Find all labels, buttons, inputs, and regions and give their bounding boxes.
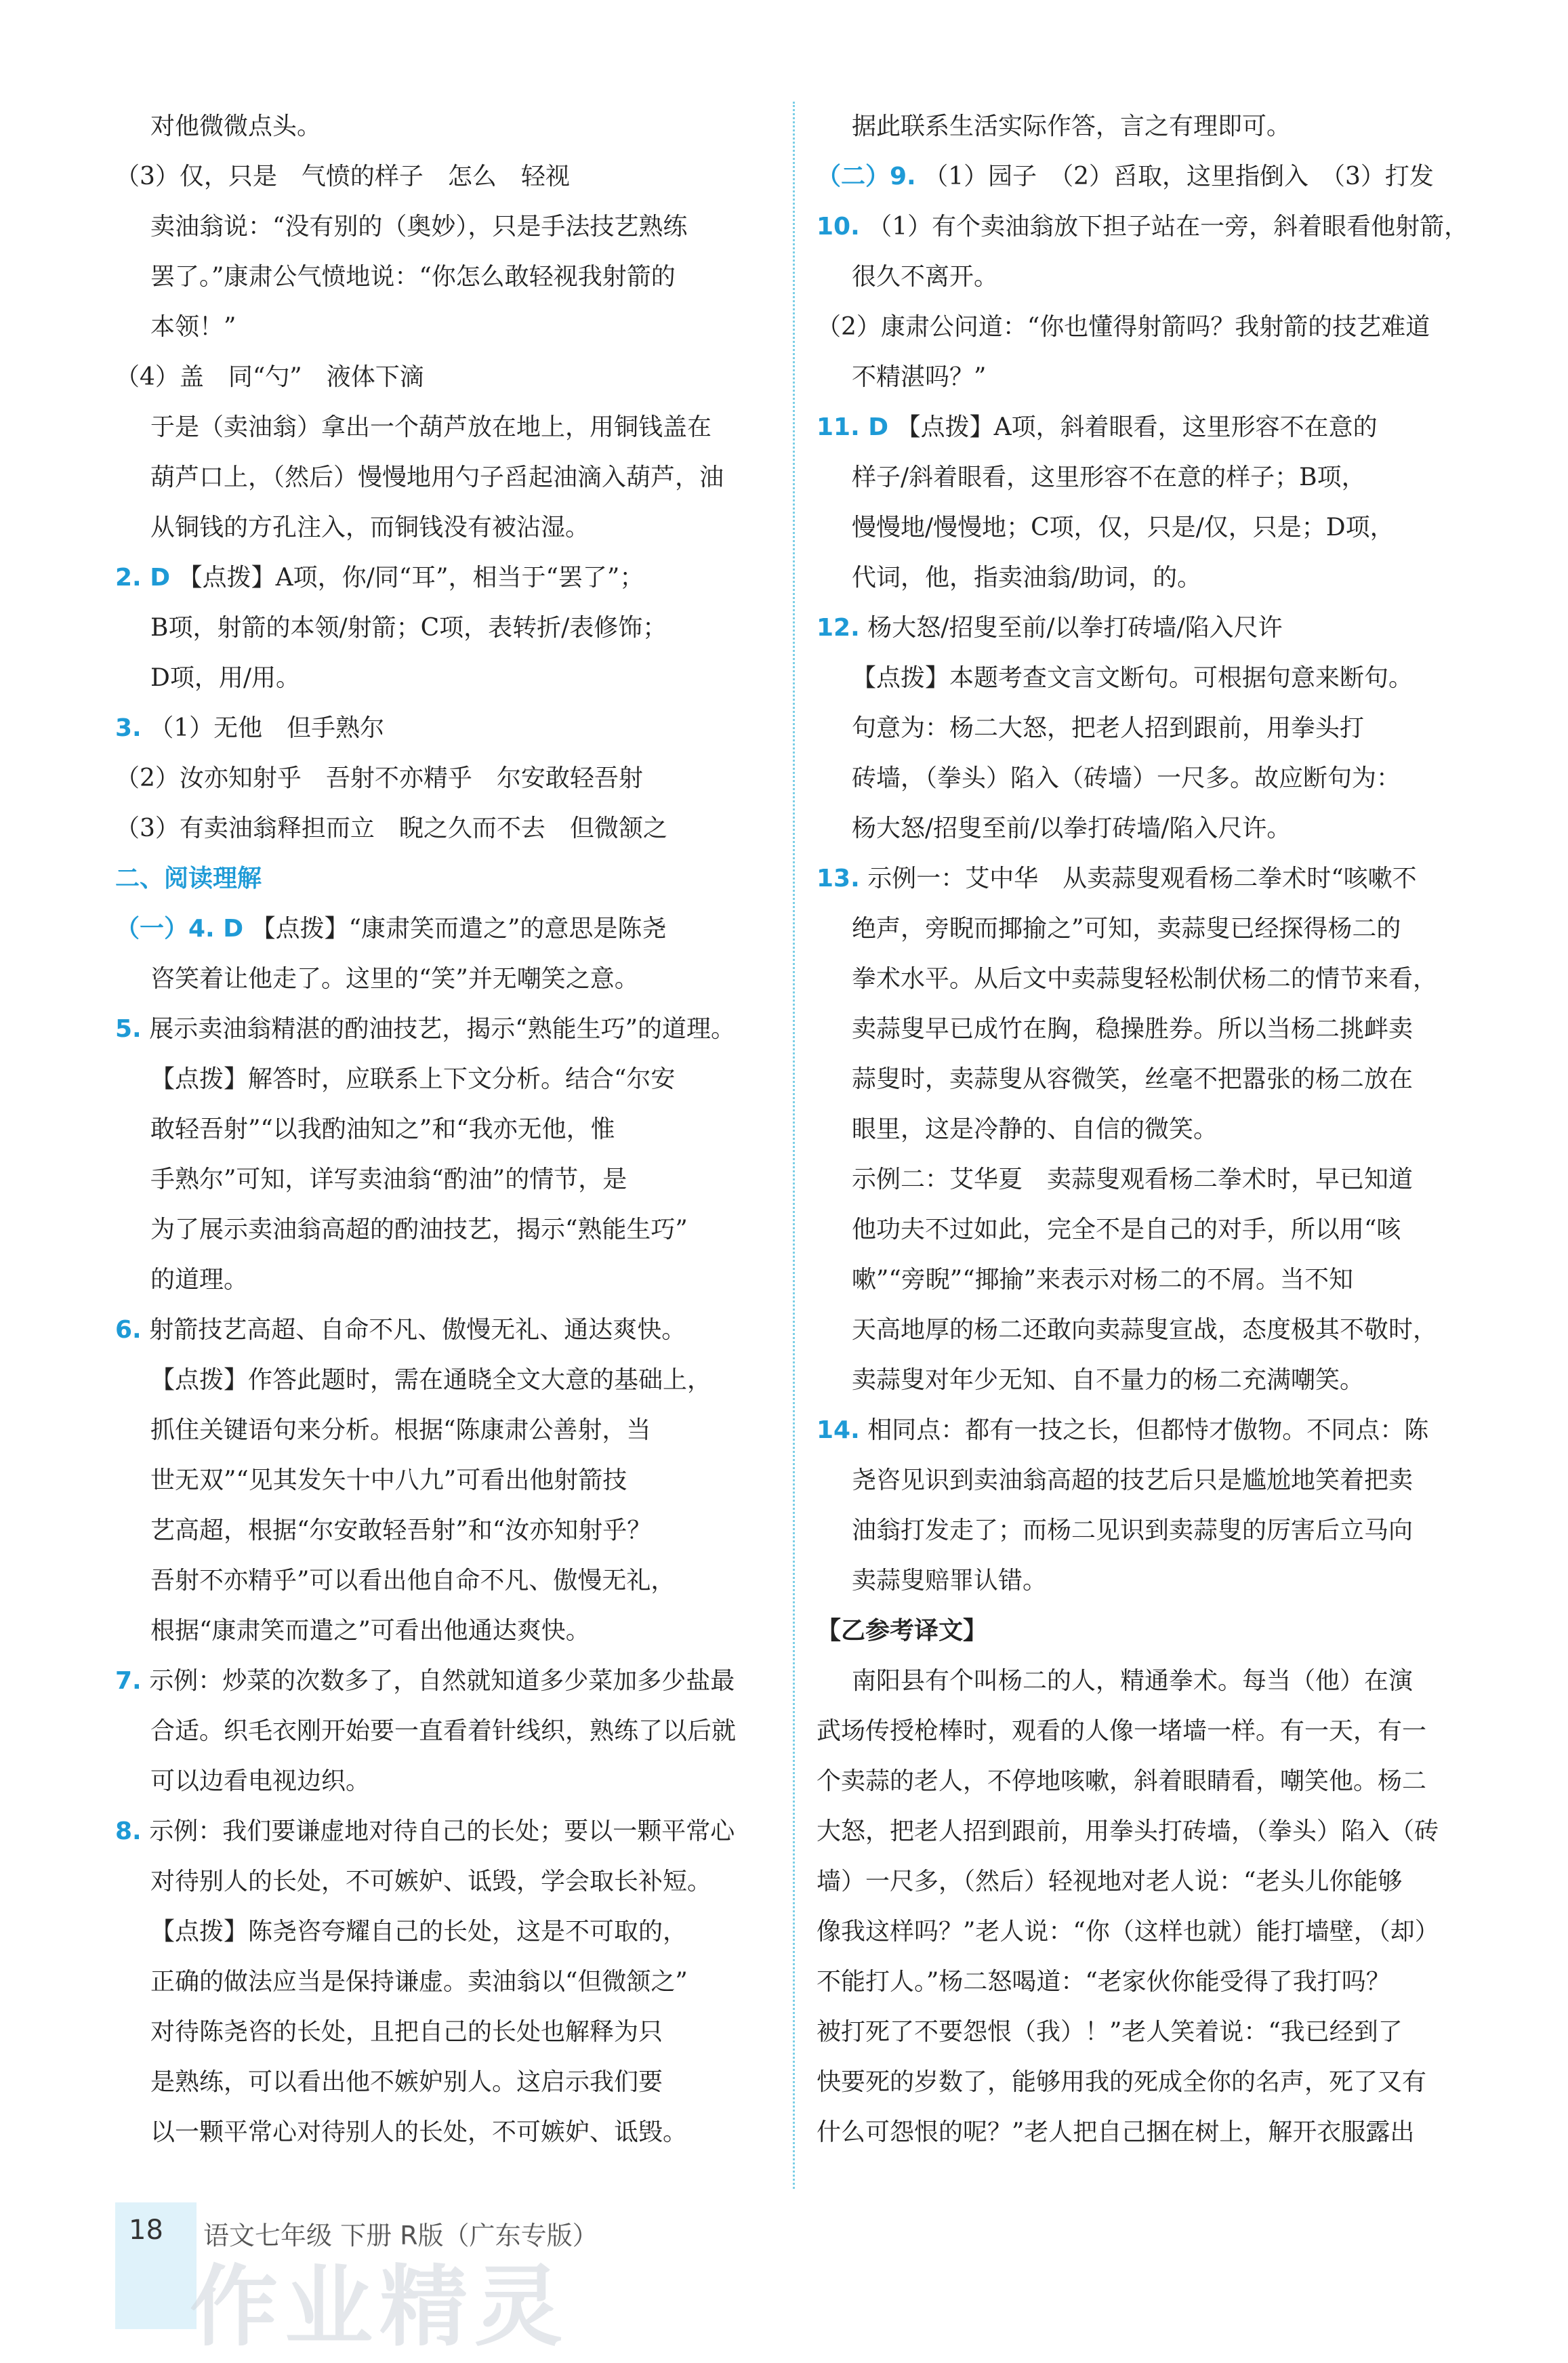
- right-column: [817, 102, 1481, 2158]
- text-line: [817, 102, 1481, 152]
- text-line: [817, 653, 1481, 703]
- text-line: [115, 1656, 779, 1706]
- column-divider: [793, 102, 795, 2189]
- text-line: [115, 1255, 779, 1305]
- line-text: 罢了。”康肃公气愤地说：“你怎么敢轻视我射箭的: [150, 263, 676, 291]
- text-line: [115, 453, 779, 503]
- text-line: [817, 754, 1481, 804]
- text-line: [817, 1405, 1481, 1456]
- text-line: [817, 1255, 1481, 1305]
- line-text: 快要死的岁数了，能够用我的死成全你的名声，死了又有: [817, 2068, 1427, 2096]
- line-text: 敢轻吾射”“以我酌油知之”和“我亦无他，惟: [150, 1115, 615, 1143]
- text-line: [817, 1054, 1481, 1105]
- text-line: [115, 954, 779, 1004]
- text-line: [817, 1706, 1481, 1756]
- watermark-logo: 作业精灵: [190, 2255, 570, 2358]
- text-line: [115, 503, 779, 553]
- line-text: 【点拨】作答此题时，需在通晓全文大意的基础上，: [150, 1366, 712, 1394]
- line-text: 什么可怨恨的呢？”老人把自己捆在树上，解开衣服露出: [817, 2118, 1415, 2146]
- line-text: 他功夫不过如此，完全不是自己的对手，所以用“咳: [852, 1216, 1401, 1244]
- text-line: [115, 1857, 779, 1907]
- text-line: [817, 1355, 1481, 1405]
- text-line: [115, 754, 779, 804]
- question-number: 10.: [817, 213, 860, 241]
- text-line: [115, 603, 779, 653]
- question-number: （一）4. D: [115, 915, 244, 943]
- line-text: 从铜钱的方孔注入，而铜钱没有被沾湿。: [150, 514, 590, 541]
- text-line: [817, 1556, 1481, 1606]
- text-line: [115, 1807, 779, 1857]
- text-line: [817, 152, 1481, 202]
- text-line: [115, 1907, 779, 1957]
- text-line: [817, 553, 1481, 603]
- line-text: 对待陈尧咨的长处，且把自己的长处也解释为只: [150, 2018, 663, 2046]
- text-line: [817, 1456, 1481, 1506]
- text-line: [115, 1155, 779, 1205]
- line-text: 正确的做法应当是保持谦虚。卖油翁以“但微颔之”: [150, 1968, 688, 1996]
- text-line: [817, 453, 1481, 503]
- text-line: [115, 1606, 779, 1656]
- line-text: 墙）一尺多，（然后）轻视地对老人说：“老头儿你能够: [817, 1868, 1403, 1895]
- text-line: [817, 1606, 1481, 1656]
- text-line: [115, 1957, 779, 2007]
- text-line: [115, 1105, 779, 1155]
- question-number: 14.: [817, 1416, 860, 1444]
- line-text: 卖蒜叟赔罪认错。: [852, 1567, 1048, 1595]
- text-line: [115, 2057, 779, 2108]
- line-text: 不精湛吗？”: [852, 363, 987, 391]
- text-line: [115, 804, 779, 854]
- book-info: 语文七年级 下册 R版（广东专版）: [203, 2221, 598, 2251]
- line-text: 世无双”“见其发矢十中八九”可看出他射箭技: [150, 1466, 627, 1494]
- text-line: [115, 1305, 779, 1355]
- text-line: [817, 1807, 1481, 1857]
- text-line: [115, 1506, 779, 1556]
- line-text: 示例：炒菜的次数多了，自然就知道多少菜加多少盐最: [149, 1667, 735, 1695]
- text-line: [115, 1405, 779, 1456]
- line-text: 示例二：艾华夏 卖蒜叟观看杨二拳术时，早已知道: [852, 1166, 1414, 1193]
- line-text: 于是（卖油翁）拿出一个葫芦放在地上，用铜钱盖在: [150, 413, 712, 441]
- page-number: 18: [129, 2215, 163, 2246]
- question-number: 7.: [115, 1667, 142, 1695]
- text-line: [817, 603, 1481, 653]
- line-text: 样子/斜着眼看，这里形容不在意的样子；B项，: [852, 464, 1366, 491]
- line-text: 个卖蒜的老人，不停地咳嗽，斜着眼睛看，嘲笑他。杨二: [817, 1767, 1427, 1795]
- question-number: 12.: [817, 614, 860, 642]
- text-line: [115, 1706, 779, 1756]
- line-text: 砖墙，（拳头）陷入（砖墙）一尺多。故应断句为：: [852, 764, 1401, 792]
- text-line: [817, 1907, 1481, 1957]
- line-text: （1）园子 （2）舀取，这里指倒入 （3）打发: [924, 163, 1434, 190]
- text-line: [817, 1004, 1481, 1054]
- line-text: 相同点：都有一技之长，但都恃才傲物。不同点：陈: [867, 1416, 1429, 1444]
- line-text: （2）汝亦知射乎 吾射不亦精乎 尔安敢轻吾射: [115, 764, 643, 792]
- text-line: [115, 854, 779, 904]
- text-line: [817, 1857, 1481, 1907]
- question-number: 3.: [115, 714, 142, 742]
- text-line: [817, 2057, 1481, 2108]
- question-number: 2. D: [115, 564, 171, 592]
- line-text: 句意为：杨二大怒，把老人招到跟前，用拳头打: [852, 714, 1365, 742]
- line-text: 尧咨见识到卖油翁高超的技艺后只是尴尬地笑着把卖: [852, 1466, 1414, 1494]
- line-text: 【点拨】解答时，应联系上下文分析。结合“尔安: [150, 1065, 676, 1093]
- line-text: 被打死了不要怨恨（我）！”老人笑着说：“我已经到了: [817, 2018, 1403, 2046]
- line-text: 为了展示卖油翁高超的酌油技艺，揭示“熟能生巧”: [150, 1216, 688, 1244]
- text-line: [115, 1556, 779, 1606]
- question-number: 8.: [115, 1817, 142, 1845]
- section-heading: 二、阅读理解: [115, 865, 262, 892]
- line-text: 【点拨】A项，你/同“耳”，相当于“罢了”；: [178, 564, 644, 592]
- text-line: [115, 252, 779, 302]
- line-text: 油翁打发走了；而杨二见识到卖蒜叟的厉害后立马向: [852, 1517, 1414, 1544]
- text-line: [817, 202, 1481, 252]
- line-text: 大怒，把老人招到跟前，用拳头打砖墙，（拳头）陷入（砖: [817, 1817, 1439, 1845]
- left-column: [115, 102, 779, 2158]
- text-line: [115, 302, 779, 352]
- text-line: [817, 2108, 1481, 2158]
- line-text: 艺高超，根据“尔安敢轻吾射”和“汝亦知射乎？: [150, 1517, 652, 1544]
- text-line: [115, 403, 779, 453]
- line-text: 根据“康肃笑而遣之”可看出他通达爽快。: [150, 1617, 590, 1645]
- question-number: 13.: [817, 865, 860, 892]
- text-line: [817, 1957, 1481, 2007]
- line-text: 示例一：艾中华 从卖蒜叟观看杨二拳术时“咳嗽不: [867, 865, 1417, 892]
- line-text: B项，射箭的本领/射箭；C项，表转折/表修饰；: [150, 614, 667, 642]
- line-text: 据此联系生活实际作答，言之有理即可。: [852, 112, 1292, 140]
- text-line: [817, 252, 1481, 302]
- line-text: D项，用/用。: [150, 664, 300, 692]
- text-line: [115, 2007, 779, 2057]
- text-line: [115, 904, 779, 954]
- line-text: （3）仅，只是 气愤的样子 怎么 轻视: [115, 163, 570, 190]
- text-line: [115, 152, 779, 202]
- text-line: [817, 804, 1481, 854]
- text-line: [817, 954, 1481, 1004]
- text-line: [115, 352, 779, 403]
- text-line: [817, 1105, 1481, 1155]
- line-text: （1）无他 但手熟尔: [149, 714, 385, 742]
- line-text: 合适。织毛衣刚开始要一直看着针线织，熟练了以后就: [150, 1717, 737, 1745]
- text-line: [817, 854, 1481, 904]
- line-text: （1）有个卖油翁放下担子站在一旁，斜着眼看他射箭，: [867, 213, 1469, 241]
- line-text: 展示卖油翁精湛的酌油技艺，揭示“熟能生巧”的道理。: [149, 1015, 735, 1043]
- line-text: 咨笑着让他走了。这里的“笑”并无嘲笑之意。: [150, 965, 639, 993]
- line-text: 的道理。: [150, 1266, 249, 1294]
- line-text: 杨大怒/招叟至前/以拳打砖墙/陷入尺许: [867, 614, 1283, 642]
- line-text: 不能打人。”杨二怒喝道：“老家伙你能受得了我打吗？: [817, 1968, 1390, 1996]
- line-text: 眼里，这是冷静的、自信的微笑。: [852, 1115, 1218, 1143]
- line-text: 以一颗平常心对待别人的长处，不可嫉妒、诋毁。: [150, 2118, 688, 2146]
- line-text: 葫芦口上，（然后）慢慢地用勺子舀起油滴入葫芦，油: [150, 464, 724, 491]
- line-text: 拳术水平。从后文中卖蒜叟轻松制伏杨二的情节来看，: [852, 965, 1438, 993]
- text-line: [817, 1205, 1481, 1255]
- line-text: 代词，他，指卖油翁/助词，的。: [852, 564, 1202, 592]
- line-text: 卖蒜叟对年少无知、自不量力的杨二充满嘲笑。: [852, 1366, 1365, 1394]
- text-line: [115, 1355, 779, 1405]
- text-line: [115, 202, 779, 252]
- line-text: 绝声，旁睨而揶揄之”可知，卖蒜叟已经探得杨二的: [852, 915, 1401, 943]
- line-text: 是熟练，可以看出他不嫉妒别人。这启示我们要: [150, 2068, 663, 2096]
- line-text: 武场传授枪棒时，观看的人像一堵墙一样。有一天，有一: [817, 1717, 1427, 1745]
- line-text: 手熟尔”可知，详写卖油翁“酌油”的情节，是: [150, 1166, 627, 1193]
- text-line: [115, 1205, 779, 1255]
- line-text: （4）盖 同“勺” 液体下滴: [115, 363, 424, 391]
- text-line: [115, 1756, 779, 1807]
- line-text: 慢慢地/慢慢地；C项，仅，只是/仅，只是；D项，: [852, 514, 1395, 541]
- line-text: 南阳县有个叫杨二的人，精通拳术。每当（他）在演: [852, 1667, 1414, 1695]
- text-line: [817, 1756, 1481, 1807]
- section-heading: 【乙参考译文】: [817, 1617, 988, 1645]
- text-line: [817, 1506, 1481, 1556]
- text-line: [115, 703, 779, 754]
- text-line: [115, 1004, 779, 1054]
- question-number: （二）9.: [817, 163, 916, 190]
- text-line: [115, 1054, 779, 1105]
- text-line: [115, 102, 779, 152]
- line-text: 【点拨】陈尧咨夸耀自己的长处，这是不可取的，: [150, 1918, 688, 1946]
- line-text: 【点拨】A项，斜着眼看，这里形容不在意的: [896, 413, 1378, 441]
- line-text: 吾射不亦精乎”可以看出他自命不凡、傲慢无礼，: [150, 1567, 676, 1595]
- line-text: （2）康肃公问道：“你也懂得射箭吗？我射箭的技艺难道: [817, 313, 1430, 341]
- text-line: [115, 2108, 779, 2158]
- text-line: [817, 1305, 1481, 1355]
- text-line: [817, 503, 1481, 553]
- question-number: 6.: [115, 1316, 142, 1344]
- line-text: 对他微微点头。: [150, 112, 322, 140]
- text-line: [817, 403, 1481, 453]
- line-text: 本领！”: [150, 313, 236, 341]
- line-text: 很久不离开。: [852, 263, 999, 291]
- text-line: [115, 653, 779, 703]
- line-text: 抓住关键语句来分析。根据“陈康肃公善射，当: [150, 1416, 651, 1444]
- text-line: [817, 302, 1481, 352]
- text-line: [817, 352, 1481, 403]
- question-number: 11. D: [817, 413, 889, 441]
- line-text: （3）有卖油翁释担而立 睨之久而不去 但微颔之: [115, 815, 667, 842]
- line-text: 【点拨】本题考查文言文断句。可根据句意来断句。: [852, 664, 1414, 692]
- text-line: [115, 553, 779, 603]
- line-text: 天高地厚的杨二还敢向卖蒜叟宣战，态度极其不敬时，: [852, 1316, 1438, 1344]
- text-line: [817, 1155, 1481, 1205]
- line-text: 【点拨】“康肃笑而遣之”的意思是陈尧: [251, 915, 667, 943]
- text-line: [817, 2007, 1481, 2057]
- line-text: 射箭技艺高超、自命不凡、傲慢无礼、通达爽快。: [149, 1316, 686, 1344]
- line-text: 像我这样吗？”老人说：“你（这样也就）能打墙壁，（却）: [817, 1918, 1439, 1946]
- line-text: 可以边看电视边织。: [150, 1767, 371, 1795]
- line-text: 蒜叟时，卖蒜叟从容微笑，丝毫不把嚣张的杨二放在: [852, 1065, 1414, 1093]
- text-line: [817, 1656, 1481, 1706]
- line-text: 卖油翁说：“没有别的（奥妙），只是手法技艺熟练: [150, 213, 688, 241]
- text-line: [817, 904, 1481, 954]
- line-text: 卖蒜叟早已成竹在胸，稳操胜券。所以当杨二挑衅卖: [852, 1015, 1414, 1043]
- line-text: 示例：我们要谦虚地对待自己的长处；要以一颗平常心: [149, 1817, 735, 1845]
- line-text: 对待别人的长处，不可嫉妒、诋毁，学会取长补短。: [150, 1868, 712, 1895]
- line-text: 嗽”“旁睨”“揶揄”来表示对杨二的不屑。当不知: [852, 1266, 1354, 1294]
- question-number: 5.: [115, 1015, 142, 1043]
- line-text: 杨大怒/招叟至前/以拳打砖墙/陷入尺许。: [852, 815, 1292, 842]
- text-line: [115, 1456, 779, 1506]
- text-line: [817, 703, 1481, 754]
